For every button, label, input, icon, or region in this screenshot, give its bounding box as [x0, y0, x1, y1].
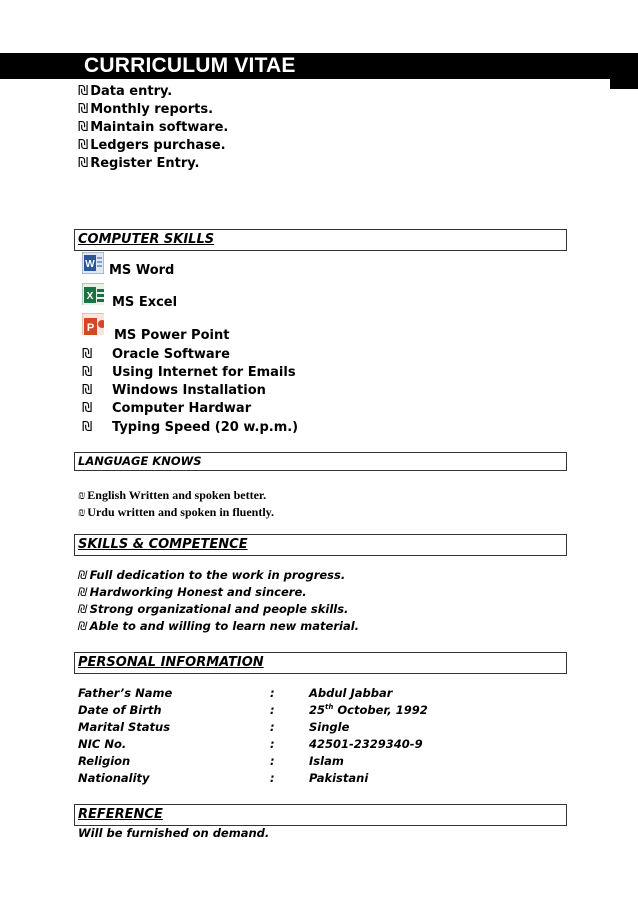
- bullet-icon: ₪: [82, 365, 93, 380]
- personal-key: Father’s Name: [78, 686, 173, 700]
- bullet-icon: ₪: [82, 420, 93, 435]
- page-title: CURRICULUM VITAE: [84, 54, 296, 77]
- duty-item: ₪ Data entry.: [78, 84, 173, 99]
- bullet-icon: ₪: [82, 347, 93, 362]
- svg-text:X: X: [86, 291, 94, 302]
- app-label: MS Word: [109, 263, 175, 278]
- duty-item: ₪ Maintain software.: [78, 120, 229, 135]
- personal-row: [78, 686, 558, 703]
- personal-row: [78, 754, 558, 771]
- personal-key: Religion: [78, 754, 131, 768]
- computer-skill-item: ₪ Windows Installation: [82, 383, 266, 398]
- personal-value: Single: [309, 720, 350, 734]
- title-bar: [0, 53, 638, 79]
- skills-heading: SKILLS & COMPETENCE: [74, 534, 567, 556]
- separator: :: [270, 720, 275, 734]
- personal-value: Pakistani: [309, 771, 369, 785]
- computer-skill-item: ₪ Typing Speed (20 w.p.m.): [82, 420, 299, 435]
- skill-item: ₪ Able to and willing to learn new material.: [78, 619, 360, 633]
- bullet-icon: ₪: [78, 585, 88, 599]
- separator: :: [270, 737, 275, 751]
- bullet-icon: ₪: [78, 619, 88, 633]
- language-item: ₪ Urdu written and spoken in fluently.: [78, 505, 274, 519]
- bullet-icon: ₪: [78, 102, 89, 117]
- personal-key: Nationality: [78, 771, 150, 785]
- separator: :: [270, 703, 275, 717]
- title-bar-tail: [610, 79, 638, 89]
- personal-value: 25th October, 1992: [309, 703, 428, 717]
- bullet-icon: ₪: [78, 120, 89, 135]
- bullet-icon: ₪: [78, 156, 89, 171]
- personal-value: Islam: [309, 754, 344, 768]
- svg-text:P: P: [86, 322, 95, 334]
- app-label: MS Excel: [112, 295, 178, 310]
- bullet-icon: ₪: [78, 488, 86, 502]
- duty-item: ₪ Register Entry.: [78, 156, 200, 171]
- personal-value: Abdul Jabbar: [309, 686, 393, 700]
- computer-skill-item: ₪ Using Internet for Emails: [82, 365, 296, 380]
- reference-text: Will be furnished on demand.: [78, 826, 270, 840]
- bullet-icon: ₪: [78, 568, 88, 582]
- computer-skill-item: ₪ Computer Hardwar: [82, 401, 252, 416]
- powerpoint-icon: [82, 313, 104, 335]
- personal-heading: PERSONAL INFORMATION: [74, 652, 567, 674]
- personal-key: NIC No.: [78, 737, 127, 751]
- skill-item: ₪ Strong organizational and people skills.: [78, 602, 349, 616]
- personal-row: [78, 737, 558, 754]
- duty-item: ₪ Monthly reports.: [78, 102, 214, 117]
- reference-heading: REFERENCE: [74, 804, 567, 826]
- language-heading: LANGUAGE KNOWS: [74, 452, 567, 471]
- skill-item: ₪ Full dedication to the work in progress.: [78, 568, 346, 582]
- computer-skills-heading: COMPUTER SKILLS: [74, 229, 567, 251]
- personal-row: [78, 771, 558, 788]
- bullet-icon: ₪: [82, 401, 93, 416]
- bullet-icon: ₪: [78, 505, 86, 519]
- duty-item: ₪ Ledgers purchase.: [78, 138, 226, 153]
- personal-value: 42501-2329340-9: [309, 737, 423, 751]
- excel-icon: [82, 283, 104, 305]
- language-item: ₪ English Written and spoken better.: [78, 488, 267, 502]
- personal-row: [78, 720, 558, 737]
- bullet-icon: ₪: [78, 138, 89, 153]
- bullet-icon: ₪: [78, 602, 88, 616]
- computer-skill-item: ₪ Oracle Software: [82, 347, 230, 362]
- word-icon: [82, 252, 104, 274]
- svg-text:W: W: [85, 259, 95, 270]
- bullet-icon: ₪: [82, 383, 93, 398]
- separator: :: [270, 771, 275, 785]
- skill-item: ₪ Hardworking Honest and sincere.: [78, 585, 307, 599]
- personal-key: Date of Birth: [78, 703, 162, 717]
- personal-key: Marital Status: [78, 720, 171, 734]
- personal-row: [78, 703, 558, 720]
- app-label: MS Power Point: [114, 328, 230, 343]
- separator: :: [270, 686, 275, 700]
- bullet-icon: ₪: [78, 84, 89, 99]
- separator: :: [270, 754, 275, 768]
